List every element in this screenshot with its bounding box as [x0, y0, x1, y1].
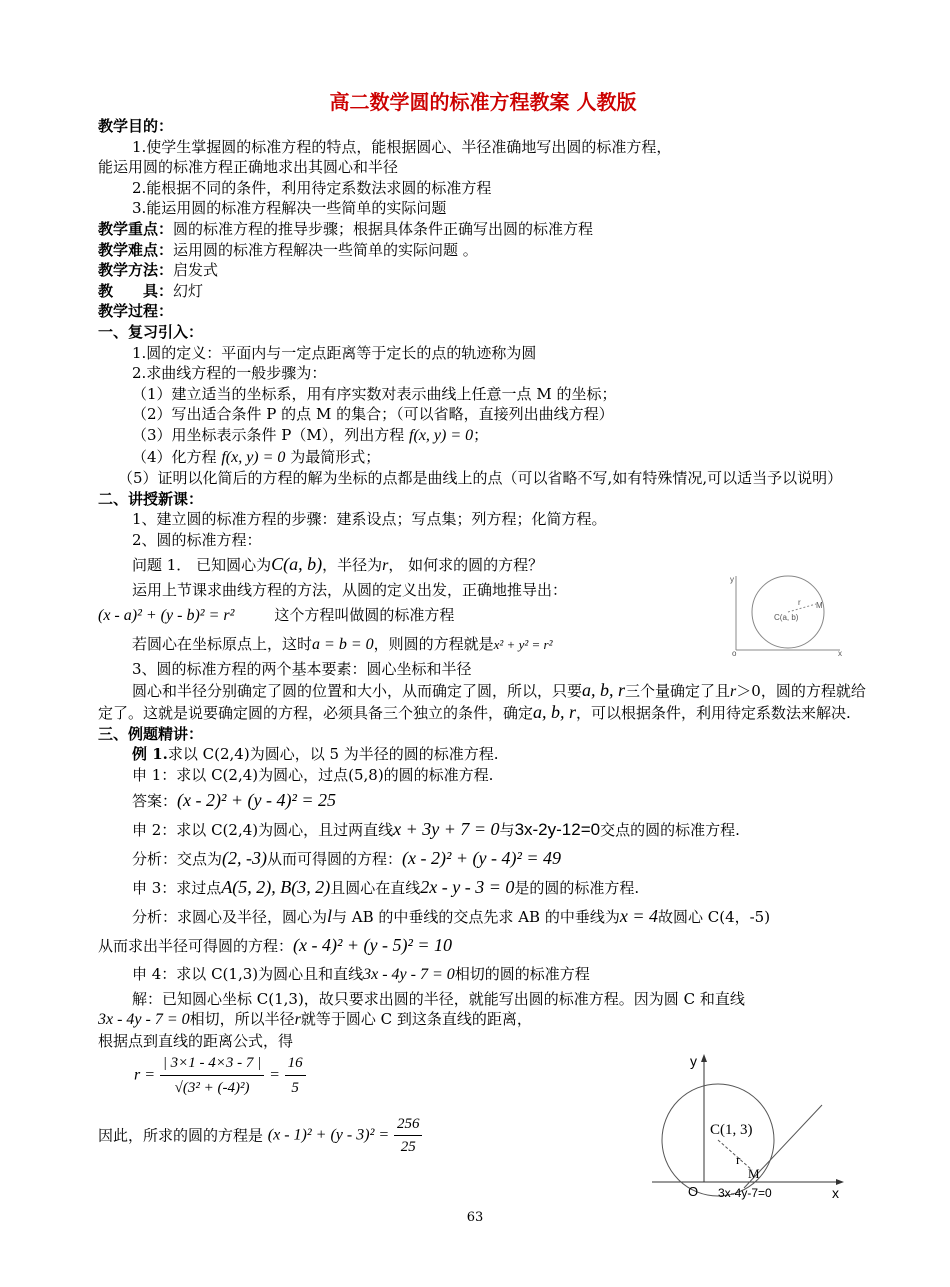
math-span: A(5, 2), B(3, 2) — [221, 876, 331, 897]
x-axis-label: x — [832, 1185, 839, 1200]
text-span: 三个量确定了且 — [625, 681, 731, 700]
text-span: （3）用坐标表示条件 P（M），列出方程 — [132, 425, 405, 444]
math-span: l — [327, 905, 333, 926]
radius-label: r — [736, 1152, 741, 1167]
page-number: 63 — [466, 1210, 484, 1225]
text-span: 分析：交点为 — [132, 849, 223, 868]
text-span: 启发式 — [173, 261, 219, 280]
y-axis-label: y — [730, 575, 734, 584]
math-span: (2, -3) — [222, 847, 267, 868]
text-span: 因此，所求的圆的方程是 — [98, 1126, 264, 1145]
text-line — [98, 240, 868, 261]
x-axis-label: x — [838, 649, 842, 656]
text-line — [98, 931, 868, 960]
text-line — [98, 219, 868, 240]
text-span: ，则圆的方程就是 — [373, 635, 494, 654]
math-span: a, b, r — [582, 679, 626, 700]
text-span: ， 如何求的圆的方程？ — [388, 556, 544, 575]
text-span: 圆心和半径分别确定了圆的位置和大小，从而确定了圆，所以，只要 — [132, 681, 583, 700]
section-label: 教 具： — [98, 281, 174, 300]
text-line — [98, 447, 868, 469]
text-span: 交点的圆的标准方程. — [600, 820, 740, 839]
text-line: 申 1：求以 C(2,4)为圆心，过点(5,8)的圆的标准方程. — [132, 766, 494, 785]
text-line — [98, 844, 868, 873]
math-span: r — [382, 557, 389, 575]
fraction-denominator: √(3² + (-4)²) — [174, 1080, 250, 1097]
math-span: (x - 2)² + (y - 4)² = 25 — [177, 789, 337, 810]
math-span: r — [294, 1011, 301, 1029]
text-line — [98, 786, 868, 815]
text-span: 且圆心在直线 — [330, 878, 421, 897]
fraction — [285, 1051, 306, 1100]
page-title: 高二数学圆的标准方程教案 人教版 — [329, 90, 637, 114]
section-label: 教学过程： — [98, 302, 174, 321]
text-span: 申 2：求以 C(2,4)为圆心，且过两直线 — [132, 820, 394, 839]
math-span: 3x - 4y - 7 = 0 — [98, 1011, 190, 1029]
text-line: 根据点到直线的距离公式，得 — [98, 1031, 294, 1050]
fraction — [394, 1113, 423, 1158]
math-span: x = 4 — [619, 905, 658, 926]
fraction-denominator: 5 — [291, 1080, 299, 1097]
math-span: x + 3y + 7 = 0 — [393, 818, 500, 839]
math-span: (x - a)² + (y - b)² = r² — [98, 607, 235, 625]
figure-circle-tangent — [632, 1050, 852, 1200]
math-span: (x - 1)² + (y - 3)² = — [267, 1126, 390, 1144]
text-span: 求以 C(2,4)为圆心，以 5 为半径的圆的标准方程. — [167, 745, 499, 764]
math-span: f(x, y) = 0 — [409, 426, 474, 444]
point-m-label: M — [816, 601, 823, 610]
text-span: 这个方程叫做圆的标准方程 — [274, 606, 455, 625]
text-span: 就等于圆心 C 到这条直线的距离， — [300, 1010, 532, 1029]
fraction-numerator: | 3×1 - 4×3 - 7 | — [160, 1051, 264, 1076]
math-span: C(a, b) — [271, 554, 323, 575]
text-span: 与 — [499, 820, 515, 839]
radius-label: r — [798, 598, 801, 607]
text-span: 相切，所以半径 — [189, 1010, 295, 1029]
text-span: 从而求出半径可得圆的方程： — [98, 936, 294, 955]
math-span: 3x - 4y - 7 = 0 — [363, 965, 455, 983]
text-line: 1.使学生掌握圆的标准方程的特点，能根据圆心、半径准确地写出圆的标准方程， — [132, 137, 672, 156]
math-span: x² + y² = r² — [493, 637, 553, 653]
radius-line — [718, 1140, 752, 1170]
point-m-label: M — [748, 1166, 760, 1181]
text-line: 3、圆的标准方程的两个基本要素：圆心坐标和半径 — [132, 660, 472, 679]
text-span: 故圆心 C(4，-5) — [657, 907, 771, 926]
figure-circle-general — [728, 570, 858, 656]
center-label: C(a, b) — [774, 613, 799, 622]
fraction — [160, 1051, 264, 1100]
math-span: r = — [134, 1066, 156, 1084]
text-span: 申 3：求过点 — [132, 878, 222, 897]
fraction-numerator: 16 — [285, 1051, 306, 1076]
section-heading: 三、例题精讲： — [98, 724, 204, 743]
text-paragraph — [98, 680, 868, 724]
text-line: 2、圆的标准方程： — [132, 530, 262, 549]
text-line — [98, 281, 868, 302]
text-span: 为最简形式； — [290, 447, 381, 466]
math-span: 2x - y - 3 = 0 — [420, 876, 515, 897]
math-span: f(x, y) = 0 — [221, 448, 286, 466]
text-line — [98, 960, 868, 989]
text-line: 2.求曲线方程的一般步骤为： — [132, 364, 327, 383]
text-span: 圆的标准方程的推导步骤；根据具体条件正确写出圆的标准方程 — [173, 219, 594, 238]
text-span: 若圆心在坐标原点上，这时 — [132, 635, 313, 654]
text-line: 2.能根据不同的条件，利用待定系数法求圆的标准方程 — [132, 178, 492, 197]
text-span: 幻灯 — [173, 281, 204, 300]
fraction-denominator: 25 — [400, 1139, 416, 1156]
example-label: 例 1. — [132, 745, 168, 764]
section-label-objectives: 教学目的： — [98, 117, 174, 135]
y-axis-label: y — [690, 1053, 697, 1069]
y-axis-arrow — [701, 1054, 707, 1062]
section-label: 教学方法： — [98, 261, 174, 280]
math-span: a, b, r — [533, 702, 577, 723]
text-span: ＞0，圆的方程就给定了。这就是说要确定圆的方程，必须具备三个独立的条件，确定 — [98, 681, 866, 723]
fraction-numerator: 256 — [394, 1113, 423, 1136]
text-paragraph: （5）证明以化简后的方程的解为坐标的点都是曲线上的点（可以省略不写,如有特殊情况,可以适当予以说明） — [118, 469, 843, 488]
text-span: 分析：求圆心及半径，圆心为 — [132, 907, 328, 926]
text-span: 答案： — [132, 791, 178, 810]
text-line — [98, 425, 868, 447]
text-line — [98, 902, 868, 931]
math-span: (x - 4)² + (y - 5)² = 10 — [293, 934, 453, 955]
text-span: ； — [473, 425, 489, 444]
radius-line — [788, 604, 816, 612]
text-line: 1、建立圆的标准方程的步骤：建系设点；写点集；列方程；化简方程。 — [132, 510, 607, 529]
text-span: （4）化方程 — [132, 447, 217, 466]
section-label: 教学重点： — [98, 219, 174, 238]
text-line — [98, 815, 868, 844]
math-span: = — [269, 1066, 280, 1084]
text-span: ，可以根据条件，利用待定系数法来解决. — [576, 704, 851, 723]
text-line: 3.能运用圆的标准方程解决一些简单的实际问题 — [132, 199, 447, 218]
text-line: （2）写出适合条件 P 的点 M 的集合；（可以省略，直接列出曲线方程） — [132, 405, 614, 424]
text-line — [98, 873, 868, 902]
text-span: 从而可得圆的方程： — [267, 849, 403, 868]
math-span: (x - 2)² + (y - 4)² = 49 — [402, 847, 562, 868]
text-span: ，半径为 — [322, 556, 383, 575]
section-heading: 二、讲授新课： — [98, 489, 204, 508]
text-line: 运用上节课求曲线方程的方法，从圆的定义出发，正确地推导出： — [132, 581, 568, 600]
math-span: 3x-2y-12=0 — [514, 819, 601, 839]
text-line — [98, 744, 868, 765]
text-line: 1.圆的定义：平面内与一定点距离等于定长的点的轨迹称为圆 — [132, 343, 537, 362]
text-span: 问题 1． 已知圆心为 — [132, 556, 272, 575]
text-span: 与 AB 的中垂线的交点先求 AB 的中垂线为 — [332, 907, 620, 926]
text-line: 解：已知圆心坐标 C(1,3)，故只要求出圆的半径，就能写出圆的标准方程。因为圆 C 和直线 — [132, 989, 745, 1008]
text-line: 能运用圆的标准方程正确地求出其圆心和半径 — [98, 158, 399, 177]
text-span: 运用圆的标准方程解决一些简单的实际问题 。 — [173, 240, 478, 259]
text-line: （1）建立适当的坐标系，用有序实数对表示曲线上任意一点 M 的坐标； — [132, 384, 617, 403]
text-span: 申 4：求以 C(1,3)为圆心且和直线 — [132, 964, 364, 983]
origin-label: o — [732, 649, 737, 656]
center-label: C(1, 3) — [710, 1122, 753, 1138]
section-heading: 一、复习引入： — [98, 322, 204, 341]
section-label: 教学难点： — [98, 240, 174, 259]
math-span: r — [730, 682, 737, 700]
text-span: 相切的圆的标准方程 — [454, 964, 590, 983]
math-span: a = b = 0 — [312, 636, 374, 654]
text-line — [98, 1009, 868, 1031]
text-line — [98, 260, 868, 281]
origin-label: O — [688, 1184, 699, 1199]
line-equation-label: 3x-4y-7=0 — [718, 1186, 772, 1200]
text-span: 是的圆的标准方程. — [514, 878, 640, 897]
